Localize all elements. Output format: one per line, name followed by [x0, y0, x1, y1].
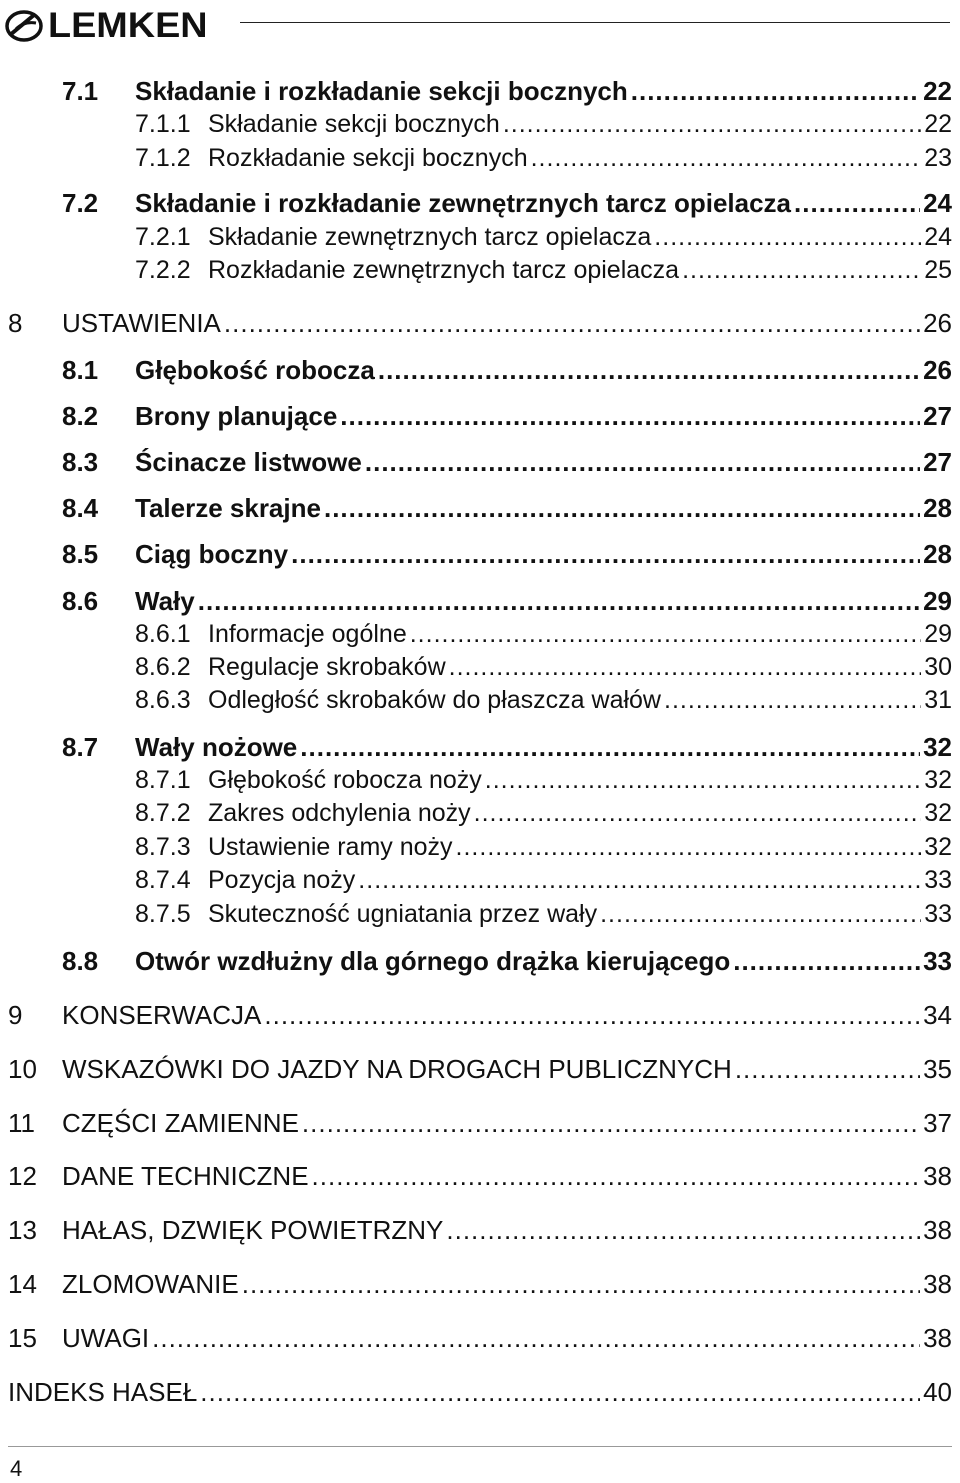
- toc-number: 8.7.1: [135, 766, 191, 794]
- toc-title: UWAGI: [62, 1323, 150, 1353]
- toc-number: 8.7.5: [135, 900, 191, 928]
- toc-title: Rozkładanie zewnętrznych tarcz opielacza: [208, 256, 680, 284]
- toc-number: 8.7.2: [135, 799, 191, 827]
- toc-page-number: 23: [924, 144, 952, 172]
- toc-leader-dots: [654, 223, 921, 252]
- toc-title: DANE TECHNICZNE: [62, 1161, 309, 1191]
- toc-number: 11: [8, 1108, 35, 1138]
- toc-leader-dots: [531, 144, 922, 173]
- toc-number: 9: [8, 1000, 23, 1030]
- toc-leader-dots: [312, 1161, 921, 1192]
- toc-title: USTAWIENIA: [62, 308, 221, 338]
- toc-page-number: 28: [923, 493, 952, 523]
- toc-number: 8.3: [62, 447, 99, 477]
- toc-page-number: 26: [923, 355, 952, 385]
- toc-page-number: 38: [923, 1269, 952, 1299]
- toc-title: Składanie zewnętrznych tarcz opielacza: [208, 223, 652, 251]
- toc-leader-dots: [631, 76, 920, 107]
- toc-leader-dots: [152, 1323, 920, 1354]
- toc-title: Otwór wzdłużny dla górnego drążka kierującego: [135, 946, 731, 976]
- toc-leader-dots: [291, 539, 920, 570]
- toc-title: Regulacje skrobaków: [208, 653, 446, 681]
- toc-number: 15: [8, 1323, 37, 1353]
- toc-leader-dots: [735, 1054, 920, 1085]
- toc-number: 8.8: [62, 946, 99, 976]
- toc-page-number: 40: [923, 1377, 952, 1407]
- toc-title: Składanie i rozkładanie zewnętrznych tarcz opielacza: [135, 188, 792, 218]
- toc-number: 10: [8, 1054, 37, 1084]
- toc-number: 7.2.2: [135, 256, 191, 284]
- toc-page-number: 22: [923, 76, 952, 106]
- toc-title: Składanie sekcji bocznych: [208, 110, 500, 138]
- toc-page-number: 24: [923, 188, 952, 218]
- toc-page-number: 34: [923, 1000, 952, 1030]
- toc-title: Wały: [135, 586, 195, 616]
- toc-page-number: 33: [924, 900, 952, 928]
- toc-number: 8.5: [62, 539, 99, 569]
- toc-number: 8.6: [62, 586, 99, 616]
- toc-title: INDEKS HASEŁ: [8, 1377, 198, 1407]
- toc-number: 7.1: [62, 76, 99, 106]
- toc-page-number: 24: [924, 223, 952, 251]
- toc-number: 8.7.3: [135, 833, 191, 861]
- toc-number: 13: [8, 1215, 37, 1245]
- toc-page-number: 29: [923, 586, 952, 616]
- toc-leader-dots: [198, 586, 920, 617]
- toc-number: 7.2: [62, 188, 99, 218]
- toc-page-number: 32: [924, 766, 952, 794]
- toc-leader-dots: [446, 1215, 920, 1246]
- toc-page-number: 33: [924, 866, 952, 894]
- toc-leader-dots: [200, 1377, 920, 1408]
- lemken-emblem-icon: [4, 9, 44, 43]
- toc-number: 8.1: [62, 355, 99, 385]
- toc-number: 12: [8, 1161, 37, 1191]
- toc-leader-dots: [365, 447, 920, 478]
- toc-page-number: 35: [923, 1054, 952, 1084]
- page-number: 4: [10, 1456, 23, 1481]
- toc-number: 8.2: [62, 401, 99, 431]
- toc-number: 7.1.2: [135, 144, 191, 172]
- toc-page-number: 37: [923, 1108, 952, 1138]
- toc-number: 8.7.4: [135, 866, 191, 894]
- toc-title: Ciąg boczny: [135, 539, 289, 569]
- toc-leader-dots: [302, 1108, 920, 1139]
- toc-title: Talerze skrajne: [135, 493, 321, 523]
- toc-leader-dots: [456, 833, 922, 862]
- toc-title: Ustawienie ramy noży: [208, 833, 453, 861]
- toc-title: Skuteczność ugniatania przez wały: [208, 900, 598, 928]
- toc-page-number: 27: [923, 401, 952, 431]
- toc-number: 8.4: [62, 493, 99, 523]
- toc-title: Rozkładanie sekcji bocznych: [208, 144, 528, 172]
- toc-page-number: 32: [924, 799, 952, 827]
- toc-number: 8.6.2: [135, 653, 191, 681]
- toc-leader-dots: [300, 732, 920, 763]
- brand-name: LEMKEN: [48, 6, 208, 45]
- toc-leader-dots: [242, 1269, 920, 1300]
- toc-page-number: 31: [924, 686, 952, 714]
- toc-title: WSKAZÓWKI DO JAZDY NA DROGACH PUBLICZNYCH: [62, 1054, 732, 1084]
- toc-title: Pozycja noży: [208, 866, 356, 894]
- toc-title: Głębokość robocza noży: [208, 766, 482, 794]
- toc-title: Głębokość robocza: [135, 355, 375, 385]
- toc-number: 7.1.1: [135, 110, 191, 138]
- toc-title: CZĘŚCI ZAMIENNE: [62, 1108, 299, 1138]
- toc-number: 14: [8, 1269, 37, 1299]
- toc-leader-dots: [664, 686, 921, 715]
- toc-leader-dots: [600, 900, 921, 929]
- page-header: [0, 0, 960, 60]
- toc-page-number: 25: [924, 256, 952, 284]
- toc-leader-dots: [682, 256, 921, 285]
- toc-leader-dots: [264, 1000, 920, 1031]
- toc-leader-dots: [340, 401, 920, 432]
- toc-page-number: 29: [924, 620, 952, 648]
- toc-title: HAŁAS, DZWIĘK POWIETRZNY: [62, 1215, 444, 1245]
- toc-title: Odległość skrobaków do płaszcza wałów: [208, 686, 661, 714]
- toc-leader-dots: [358, 866, 921, 895]
- toc-title: Brony planujące: [135, 401, 338, 431]
- toc-leader-dots: [324, 493, 920, 524]
- toc-number: 8.6.1: [135, 620, 191, 648]
- toc-leader-dots: [733, 946, 920, 977]
- toc-number: 8.6.3: [135, 686, 191, 714]
- toc-page-number: 28: [923, 539, 952, 569]
- toc-title: KONSERWACJA: [62, 1000, 262, 1030]
- toc-number: 8: [8, 308, 23, 338]
- header-divider: [240, 22, 950, 23]
- toc-number: 7.2.1: [135, 223, 191, 251]
- toc-title: Zakres odchylenia noży: [208, 799, 471, 827]
- toc-title: Informacje ogólne: [208, 620, 407, 648]
- toc-title: Ścinacze listwowe: [135, 447, 362, 477]
- toc-leader-dots: [449, 653, 922, 682]
- toc-page-number: 27: [923, 447, 952, 477]
- toc-page-number: 38: [923, 1215, 952, 1245]
- toc-number: 8.7: [62, 732, 99, 762]
- brand-logo: [4, 6, 208, 46]
- toc-leader-dots: [378, 355, 920, 386]
- toc-title: Składanie i rozkładanie sekcji bocznych: [135, 76, 628, 106]
- toc-leader-dots: [485, 766, 921, 795]
- toc-page-number: 33: [923, 946, 952, 976]
- toc-leader-dots: [474, 799, 922, 828]
- toc-page-number: 32: [924, 833, 952, 861]
- toc-page-number: 22: [924, 110, 952, 138]
- toc-leader-dots: [503, 110, 921, 139]
- toc-page-number: 30: [924, 653, 952, 681]
- toc-leader-dots: [794, 188, 920, 219]
- toc-page-number: 38: [923, 1161, 952, 1191]
- toc-title: Wały nożowe: [135, 732, 298, 762]
- toc-page-number: 32: [923, 732, 952, 762]
- footer-divider: [8, 1446, 952, 1447]
- toc-title: ZLOMOWANIE: [62, 1269, 239, 1299]
- toc-leader-dots: [224, 308, 920, 339]
- toc-page-number: 38: [923, 1323, 952, 1353]
- toc-leader-dots: [410, 620, 921, 649]
- toc-page-number: 26: [923, 308, 952, 338]
